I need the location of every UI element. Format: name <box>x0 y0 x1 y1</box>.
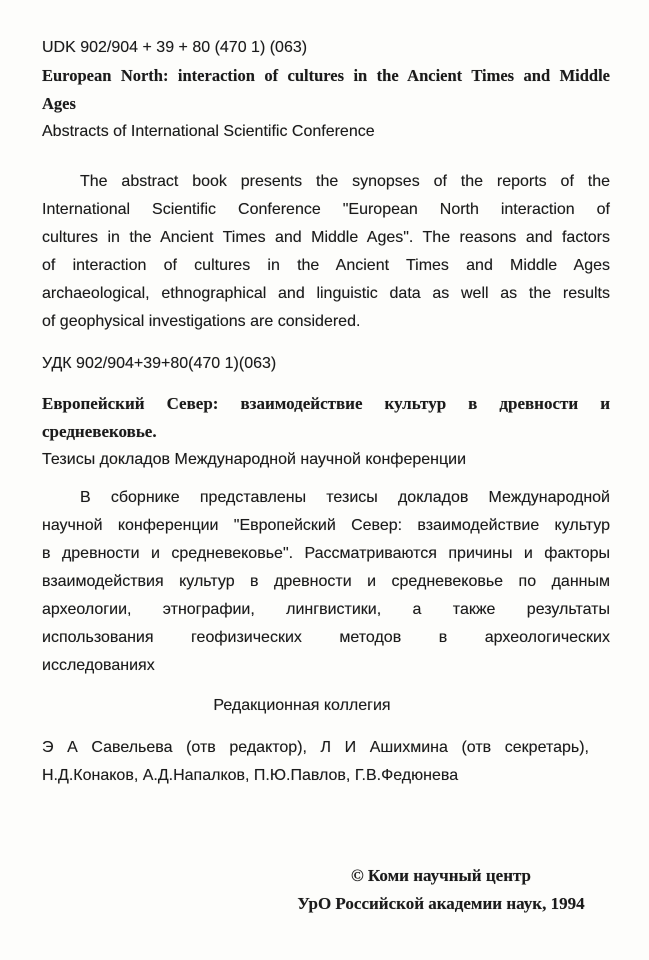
udc-code-russian: УДК 902/904+39+80(470 1)(063) <box>42 355 277 372</box>
text-line: The abstract book presents the synopses of the reports of the <box>80 173 610 190</box>
text-line: средневековье. <box>42 422 157 441</box>
text-line: Ages <box>42 94 76 113</box>
text-line: of interaction of cultures in the Ancient Times and Middle Ages <box>42 257 610 274</box>
subtitle-english: Abstracts of International Scientific Conference <box>42 123 375 140</box>
title-english <box>42 62 610 118</box>
editorial-board-heading: Редакционная коллегия <box>213 697 391 714</box>
subtitle-russian: Тезисы докладов Международной научной конференции <box>42 451 467 468</box>
text-line: научной конференции "Европейский Север: взаимодействие культур <box>42 517 610 534</box>
text-line: Э А Савельева (отв редактор), Л И Ашихмина (отв секретарь), <box>42 739 589 756</box>
text-line: Европейский Север: взаимодействие культур в древности и <box>42 394 610 413</box>
copyright-block <box>291 862 591 918</box>
text-line: of geophysical investigations are considered. <box>42 313 361 330</box>
text-line: взаимодействия культур в древности и средневековье по данным <box>42 573 610 590</box>
text-line: в древности и средневековье". Рассматриваются причины и факторы <box>42 545 610 562</box>
abstract-russian <box>42 484 610 680</box>
text-line: cultures in the Ancient Times and Middle Ages". The reasons and factors <box>42 229 610 246</box>
title-russian <box>42 390 610 446</box>
text-line: International Scientific Conference "European North interaction of <box>42 201 610 218</box>
text-line: археологии, этнографии, лингвистики, а также результаты <box>42 601 610 618</box>
abstract-english <box>42 168 610 336</box>
editorial-board-members <box>42 734 610 790</box>
text-line: В сборнике представлены тезисы докладов Международной <box>80 489 610 506</box>
text-line: European North: interaction of cultures in the Ancient Times and Middle <box>42 66 610 85</box>
copyright-publisher-year: УрО Российской академии наук, 1994 <box>297 894 585 913</box>
text-line: archaeological, ethnographical and linguistic data as well as the results <box>42 285 610 302</box>
text-line: использования геофизических методов в археологических <box>42 629 610 646</box>
udc-code-latin: UDK 902/904 + 39 + 80 (470 1) (063) <box>42 39 308 56</box>
text-line: Н.Д.Конаков, А.Д.Напалков, П.Ю.Павлов, Г.В.Федюнева <box>42 767 459 784</box>
copyright-holder: © Коми научный центр <box>350 866 531 885</box>
text-line: исследованиях <box>42 657 155 674</box>
